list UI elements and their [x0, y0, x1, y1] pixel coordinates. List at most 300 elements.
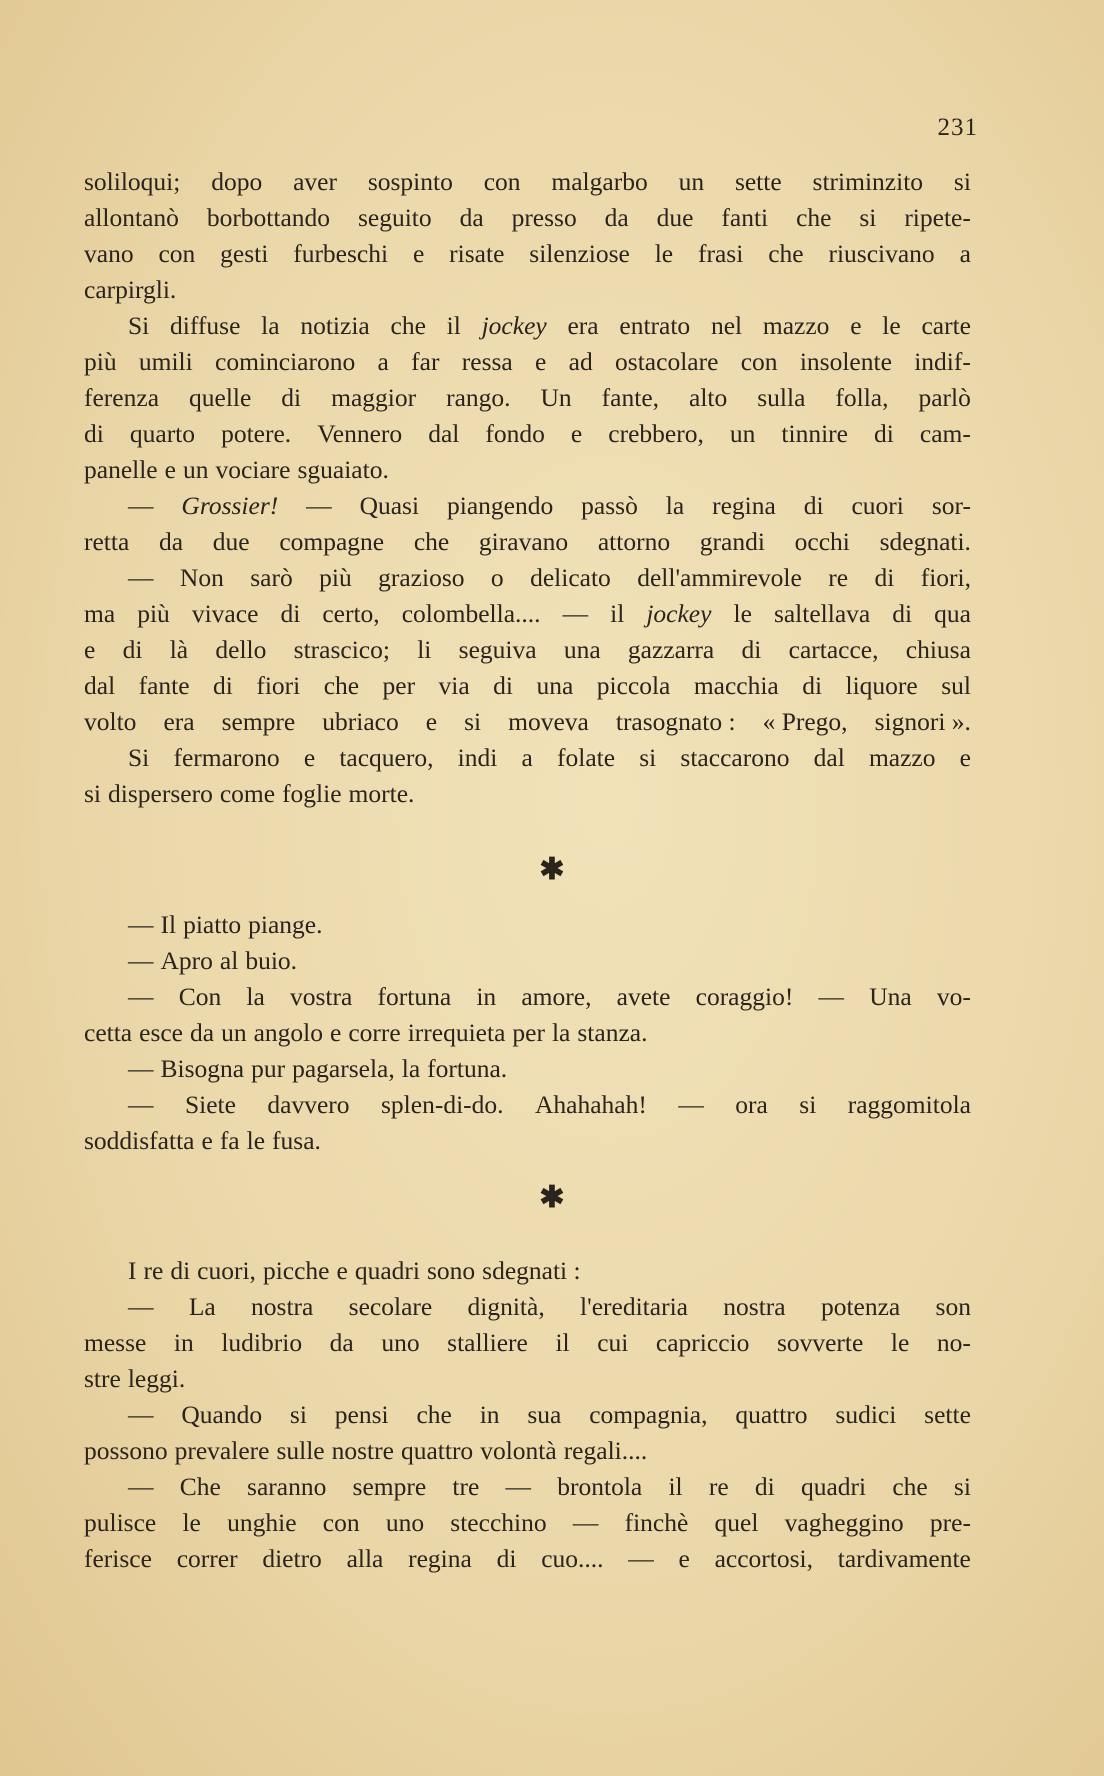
word: li — [417, 635, 432, 664]
word: panelle — [84, 455, 158, 484]
word: le — [182, 1508, 201, 1537]
word: Il — [160, 910, 177, 939]
word: più — [319, 563, 352, 592]
word: si — [289, 1400, 307, 1429]
word: foglie — [282, 779, 342, 808]
word: sdegnati : — [482, 1256, 581, 1285]
text-line — [84, 452, 971, 488]
word: si — [464, 707, 482, 736]
word: entrato — [619, 311, 691, 340]
word: colombella.... — [401, 599, 541, 628]
word: ferisce — [84, 1544, 152, 1573]
word: saltellava — [773, 599, 871, 628]
word: brontola — [557, 1472, 643, 1501]
word: sor- — [931, 491, 971, 520]
text-section-3 — [84, 1253, 971, 1577]
text-line — [84, 1541, 971, 1577]
word: Con — [178, 982, 222, 1011]
text-line — [84, 1325, 971, 1361]
word: da — [329, 1328, 354, 1357]
text-line — [84, 200, 971, 236]
word: frasi — [698, 239, 744, 268]
word: sempre — [221, 707, 296, 736]
word: fanti — [721, 203, 769, 232]
word: di — [741, 635, 762, 664]
word: Quasi — [359, 491, 420, 520]
word: al — [219, 946, 239, 975]
word: — — [128, 910, 154, 939]
word: un — [729, 419, 756, 448]
word: volontà — [480, 1436, 557, 1465]
word: qua — [934, 599, 971, 628]
word: parlò — [918, 383, 971, 412]
word: seguiva — [458, 635, 537, 664]
word: vivace — [191, 599, 259, 628]
word: — — [128, 1472, 154, 1501]
word: « Prego, — [762, 707, 848, 736]
text-line — [84, 416, 971, 452]
word: che — [413, 527, 450, 556]
word: e — [959, 743, 971, 772]
word: fusa. — [272, 1126, 321, 1155]
word: gesti — [220, 239, 269, 268]
word: a — [521, 743, 533, 772]
word: due — [212, 527, 250, 556]
word: nostra — [723, 1292, 786, 1321]
word: fiori, — [920, 563, 971, 592]
word: compagne — [279, 527, 385, 556]
word: — — [505, 1472, 532, 1501]
word: la — [261, 311, 280, 340]
word: cuori, — [197, 1256, 256, 1285]
word: uno — [381, 1328, 420, 1357]
word: che — [323, 671, 360, 700]
word: di — [84, 419, 104, 448]
word: occhi — [794, 527, 850, 556]
word: presso — [511, 203, 577, 232]
word: sarò — [250, 563, 293, 592]
word: due — [656, 203, 694, 232]
word: in — [173, 1328, 194, 1357]
word: di — [874, 419, 894, 448]
word: sguaiato. — [297, 455, 389, 484]
word: esce — [139, 1018, 184, 1047]
word: piatto — [183, 910, 242, 939]
text-line — [84, 740, 971, 776]
word: certo, — [322, 599, 380, 628]
word: ludibrio — [221, 1328, 303, 1357]
text-line — [84, 596, 971, 632]
word: si — [639, 743, 657, 772]
word: re — [828, 563, 849, 592]
word: Grossier! — [181, 491, 279, 520]
word: la — [246, 982, 265, 1011]
word: la — [401, 1054, 421, 1083]
word: signori ». — [874, 707, 971, 736]
word: stre — [84, 1364, 121, 1393]
word: moveva — [508, 707, 589, 736]
text-line — [84, 488, 971, 524]
text-line — [84, 1289, 971, 1325]
word: fante, — [601, 383, 660, 412]
word: — — [128, 1054, 154, 1083]
word: tre — [452, 1472, 480, 1501]
word: di — [280, 599, 301, 628]
word: dopo — [211, 167, 263, 196]
word: e — [330, 1018, 342, 1047]
word: di — [281, 383, 302, 412]
word: vostra — [289, 982, 353, 1011]
word: le — [654, 239, 674, 268]
word: con — [483, 167, 521, 196]
word: da — [159, 527, 184, 556]
word: fa — [219, 1126, 240, 1155]
word: e — [678, 1544, 690, 1573]
word: dell'ammirevole — [637, 563, 802, 592]
word: Non — [179, 563, 224, 592]
word: indif- — [914, 347, 971, 376]
word: nel — [710, 311, 743, 340]
word: sempre — [352, 1472, 427, 1501]
word: tinnire — [781, 419, 848, 448]
word: e — [412, 239, 425, 268]
word: giravano — [478, 527, 569, 556]
section-separator-2: ✱ — [539, 1181, 565, 1214]
word: folla, — [835, 383, 889, 412]
word: strascico; — [293, 635, 390, 664]
word: regina — [712, 491, 776, 520]
word: in — [476, 982, 497, 1011]
word: un — [221, 1018, 247, 1047]
text-line — [84, 1505, 971, 1541]
text-line — [84, 272, 971, 308]
word: là — [169, 635, 189, 664]
word: rango. — [446, 383, 511, 412]
word: umili — [138, 347, 193, 376]
word: vociare — [215, 455, 291, 484]
word: — — [128, 982, 154, 1011]
word: stecchino — [450, 1508, 547, 1537]
word: Un — [540, 383, 572, 412]
word: prevalere — [174, 1436, 270, 1465]
word: splen-di-do. — [381, 1090, 504, 1119]
word: quattro — [400, 1436, 474, 1465]
word: sulla — [757, 383, 806, 412]
text-line — [84, 668, 971, 704]
word: quattro — [735, 1400, 808, 1429]
word: ma — [84, 599, 116, 628]
word: vano — [84, 239, 134, 268]
word: aver — [293, 167, 337, 196]
word: e — [336, 1256, 348, 1285]
word: o — [490, 563, 504, 592]
word: Che — [179, 1472, 221, 1501]
text-line — [84, 308, 971, 344]
word: grazioso — [378, 563, 465, 592]
word: possono — [84, 1436, 168, 1465]
word: di — [892, 599, 913, 628]
word: da — [604, 203, 629, 232]
text-line — [84, 632, 971, 668]
text-line — [84, 1361, 971, 1397]
word: sette — [924, 1400, 971, 1429]
word: sono — [426, 1256, 476, 1285]
word: risate — [449, 239, 505, 268]
word: si — [859, 203, 877, 232]
word: l'ereditaria — [580, 1292, 688, 1321]
word: potere. — [221, 419, 292, 448]
word: striminzito — [812, 167, 924, 196]
word: davvero — [267, 1090, 350, 1119]
word: carte — [921, 311, 971, 340]
text-line — [84, 943, 971, 979]
word: fortuna — [377, 982, 452, 1011]
word: di — [170, 1256, 191, 1285]
word: come — [219, 779, 276, 808]
word: cetta — [84, 1018, 133, 1047]
word: riuscivano — [828, 239, 935, 268]
word: più — [137, 599, 170, 628]
word: che — [796, 203, 832, 232]
word: delicato — [530, 563, 611, 592]
word: e — [201, 1126, 213, 1155]
word: e — [425, 707, 438, 736]
word: alla — [346, 1544, 384, 1573]
word: stanza. — [577, 1018, 648, 1047]
word: tardivamente — [837, 1544, 971, 1573]
word: mazzo — [762, 311, 830, 340]
word: cuori — [851, 491, 904, 520]
word: di — [754, 1472, 775, 1501]
word: sospinto — [367, 167, 453, 196]
word: quel — [714, 1508, 759, 1537]
word: uno — [385, 1508, 425, 1537]
word: con — [322, 1508, 360, 1537]
word: — — [128, 1292, 154, 1321]
word: si — [799, 1090, 817, 1119]
word: re — [143, 1256, 164, 1285]
word: fortuna. — [427, 1054, 508, 1083]
word: sette — [734, 167, 782, 196]
word: stalliere — [447, 1328, 528, 1357]
word: il — [610, 599, 625, 628]
word: amore, — [521, 982, 592, 1011]
word: indi — [457, 743, 498, 772]
word: si — [84, 779, 102, 808]
word: e — [164, 455, 176, 484]
word: far — [411, 347, 440, 376]
text-line — [84, 560, 971, 596]
word: e — [570, 419, 583, 448]
word: — — [572, 1508, 599, 1537]
word: dignità, — [467, 1292, 545, 1321]
text-line — [84, 1397, 971, 1433]
word: attorno — [597, 527, 671, 556]
word: Quando — [181, 1400, 263, 1429]
word: passò — [581, 491, 638, 520]
word: di — [802, 671, 823, 700]
word: macchia — [693, 671, 779, 700]
word: a — [377, 347, 389, 376]
word: secolare — [348, 1292, 433, 1321]
word: corre — [348, 1018, 401, 1047]
word: insolente — [799, 347, 892, 376]
word: fondo — [485, 419, 545, 448]
word: piangendo — [447, 491, 554, 520]
word: jockey — [481, 311, 547, 340]
word: — — [128, 1400, 154, 1429]
word: ressa — [461, 347, 513, 376]
text-line — [84, 1469, 971, 1505]
text-line — [84, 979, 971, 1015]
word: pensi — [334, 1400, 389, 1429]
word: ora — [735, 1090, 768, 1119]
word: sdegnati. — [879, 527, 971, 556]
word: buio. — [245, 946, 298, 975]
text-line — [84, 704, 971, 740]
word: raggomitola — [847, 1090, 971, 1119]
word: quadri — [354, 1256, 420, 1285]
word: correr — [176, 1544, 238, 1573]
word: la — [551, 1018, 571, 1047]
word: Siete — [184, 1090, 236, 1119]
word: staccarono — [680, 743, 790, 772]
word: e — [303, 743, 316, 772]
word: borbottando — [206, 203, 331, 232]
word: volto — [84, 707, 137, 736]
word: le — [890, 1328, 910, 1357]
word: via — [438, 671, 470, 700]
text-section-2 — [84, 907, 971, 1159]
text-line — [84, 524, 971, 560]
word: vo- — [936, 982, 971, 1011]
word: di — [493, 671, 513, 700]
word: a — [959, 239, 971, 268]
word: e — [84, 635, 96, 664]
word: compagnia, — [589, 1400, 708, 1429]
word: che — [390, 311, 426, 340]
word: sovverte — [776, 1328, 864, 1357]
word: cui — [597, 1328, 629, 1357]
word: morte. — [348, 779, 415, 808]
word: messe — [84, 1328, 147, 1357]
word: per — [512, 1018, 545, 1047]
word: da — [190, 1018, 215, 1047]
word: ubriaco — [322, 707, 399, 736]
word: fante — [138, 671, 190, 700]
text-line — [84, 1253, 971, 1289]
word: il — [555, 1328, 570, 1357]
word: per — [382, 671, 416, 700]
word: in — [479, 1400, 500, 1429]
word: che — [892, 1472, 928, 1501]
word: Si — [128, 743, 150, 772]
word: allontanò — [84, 203, 179, 232]
word: pulisce — [84, 1508, 157, 1537]
word: soliloqui; — [84, 167, 181, 196]
word: — — [128, 946, 154, 975]
word: retta — [84, 527, 130, 556]
word: quarto — [129, 419, 196, 448]
word: le — [733, 599, 752, 628]
word: dispersero — [108, 779, 213, 808]
text-line — [84, 1087, 971, 1123]
text-line — [84, 380, 971, 416]
word: nostra — [251, 1292, 314, 1321]
text-line — [84, 236, 971, 272]
word: soddisfatta — [84, 1126, 195, 1155]
word: re — [708, 1472, 729, 1501]
word: da — [459, 203, 484, 232]
text-line — [84, 907, 971, 943]
word: le — [882, 311, 901, 340]
word: grandi — [699, 527, 765, 556]
word: di — [122, 635, 143, 664]
word: sulle — [276, 1436, 325, 1465]
word: il — [668, 1472, 683, 1501]
text-line — [84, 1123, 971, 1159]
word: — — [818, 982, 845, 1011]
word: piange. — [248, 910, 323, 939]
word: unghie — [227, 1508, 297, 1537]
word: folate — [557, 743, 616, 772]
text-section-1 — [84, 164, 971, 812]
word: Ahahahah! — [534, 1090, 647, 1119]
word: dello — [215, 635, 267, 664]
word: dal — [84, 671, 116, 700]
text-line — [84, 164, 971, 200]
word: dal — [428, 419, 460, 448]
word: accortosi, — [714, 1544, 814, 1573]
word: La — [188, 1292, 216, 1321]
word: Una — [869, 982, 912, 1011]
word: regali.... — [563, 1436, 648, 1465]
word: jockey — [646, 599, 712, 628]
word: cominciarono — [215, 347, 356, 376]
word: malgarbo — [551, 167, 648, 196]
word: crebbero, — [608, 419, 704, 448]
word: dietro — [262, 1544, 322, 1573]
word: picche — [262, 1256, 330, 1285]
word: cartacce, — [788, 635, 879, 664]
word: — — [128, 1090, 154, 1119]
word: son — [935, 1292, 971, 1321]
word: più — [84, 347, 117, 376]
text-line — [84, 344, 971, 380]
word: trasognato : — [615, 707, 736, 736]
word: no- — [936, 1328, 971, 1357]
word: saranno — [247, 1472, 327, 1501]
word: I — [128, 1256, 137, 1285]
word: angolo — [253, 1018, 323, 1047]
word: e — [535, 347, 547, 376]
word: — — [628, 1544, 654, 1573]
word: di — [213, 671, 233, 700]
word: ripete- — [904, 203, 971, 232]
word: e — [850, 311, 862, 340]
word: con — [158, 239, 196, 268]
word: sua — [527, 1400, 562, 1429]
word: era — [567, 311, 599, 340]
word: fermarono — [173, 743, 280, 772]
word: di — [496, 1544, 517, 1573]
word: Apro — [160, 946, 213, 975]
word: — — [562, 599, 589, 628]
word: con — [740, 347, 778, 376]
word: pre- — [929, 1508, 971, 1537]
word: pagarsela, — [292, 1054, 395, 1083]
word: Bisogna — [160, 1054, 245, 1083]
